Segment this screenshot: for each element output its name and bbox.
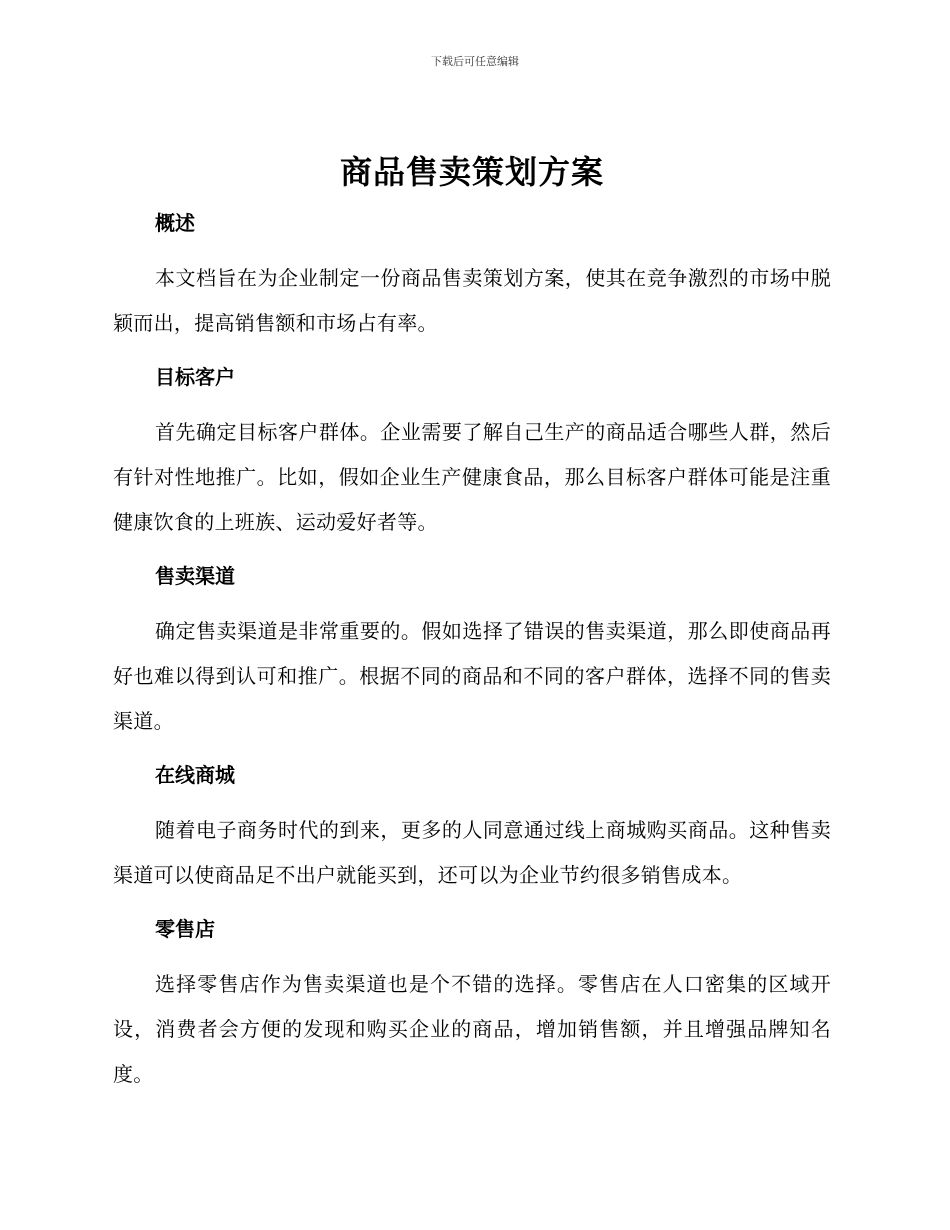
- section-heading: 在线商城: [155, 763, 235, 787]
- section-paragraph: 首先确定目标客户群体。企业需要了解自己生产的商品适合哪些人群，然后有针对性地推广。比如，假如企业生产健康食品，那么目标客户群体可能是注重健康饮食的上班族、运动爱好者等。: [113, 420, 831, 534]
- document-title: 商品售卖策划方案: [339, 153, 604, 191]
- page-header: 下载后可任意编辑: [431, 55, 519, 68]
- section-paragraph: 选择零售店作为售卖渠道也是个不错的选择。零售店在人口密集的区域开设，消费者会方便的发现和购买企业的商品，增加销售额，并且增强品牌知名度。: [113, 972, 831, 1086]
- section-sales-channels: [113, 561, 831, 744]
- section-paragraph: 确定售卖渠道是非常重要的。假如选择了错误的售卖渠道，那么即使商品再好也难以得到认可和推广。根据不同的商品和不同的客户群体，选择不同的售卖渠道。: [113, 619, 831, 733]
- section-heading: 售卖渠道: [155, 564, 235, 588]
- section-overview: [113, 208, 831, 346]
- section-paragraph: 随着电子商务时代的到来，更多的人同意通过线上商城购买商品。这种售卖渠道可以使商品足不出户就能买到，还可以为企业节约很多销售成本。: [113, 818, 831, 887]
- section-heading: 目标客户: [155, 365, 235, 389]
- section-retail-store: [113, 914, 831, 1097]
- section-target-customers: [113, 362, 831, 545]
- section-heading: 零售店: [155, 917, 215, 941]
- section-paragraph: 本文档旨在为企业制定一份商品售卖策划方案，使其在竞争激烈的市场中脱颖而出，提高销售额和市场占有率。: [113, 266, 831, 335]
- section-online-mall: [113, 760, 831, 898]
- section-heading: 概述: [155, 211, 195, 235]
- document-body: [113, 150, 831, 1097]
